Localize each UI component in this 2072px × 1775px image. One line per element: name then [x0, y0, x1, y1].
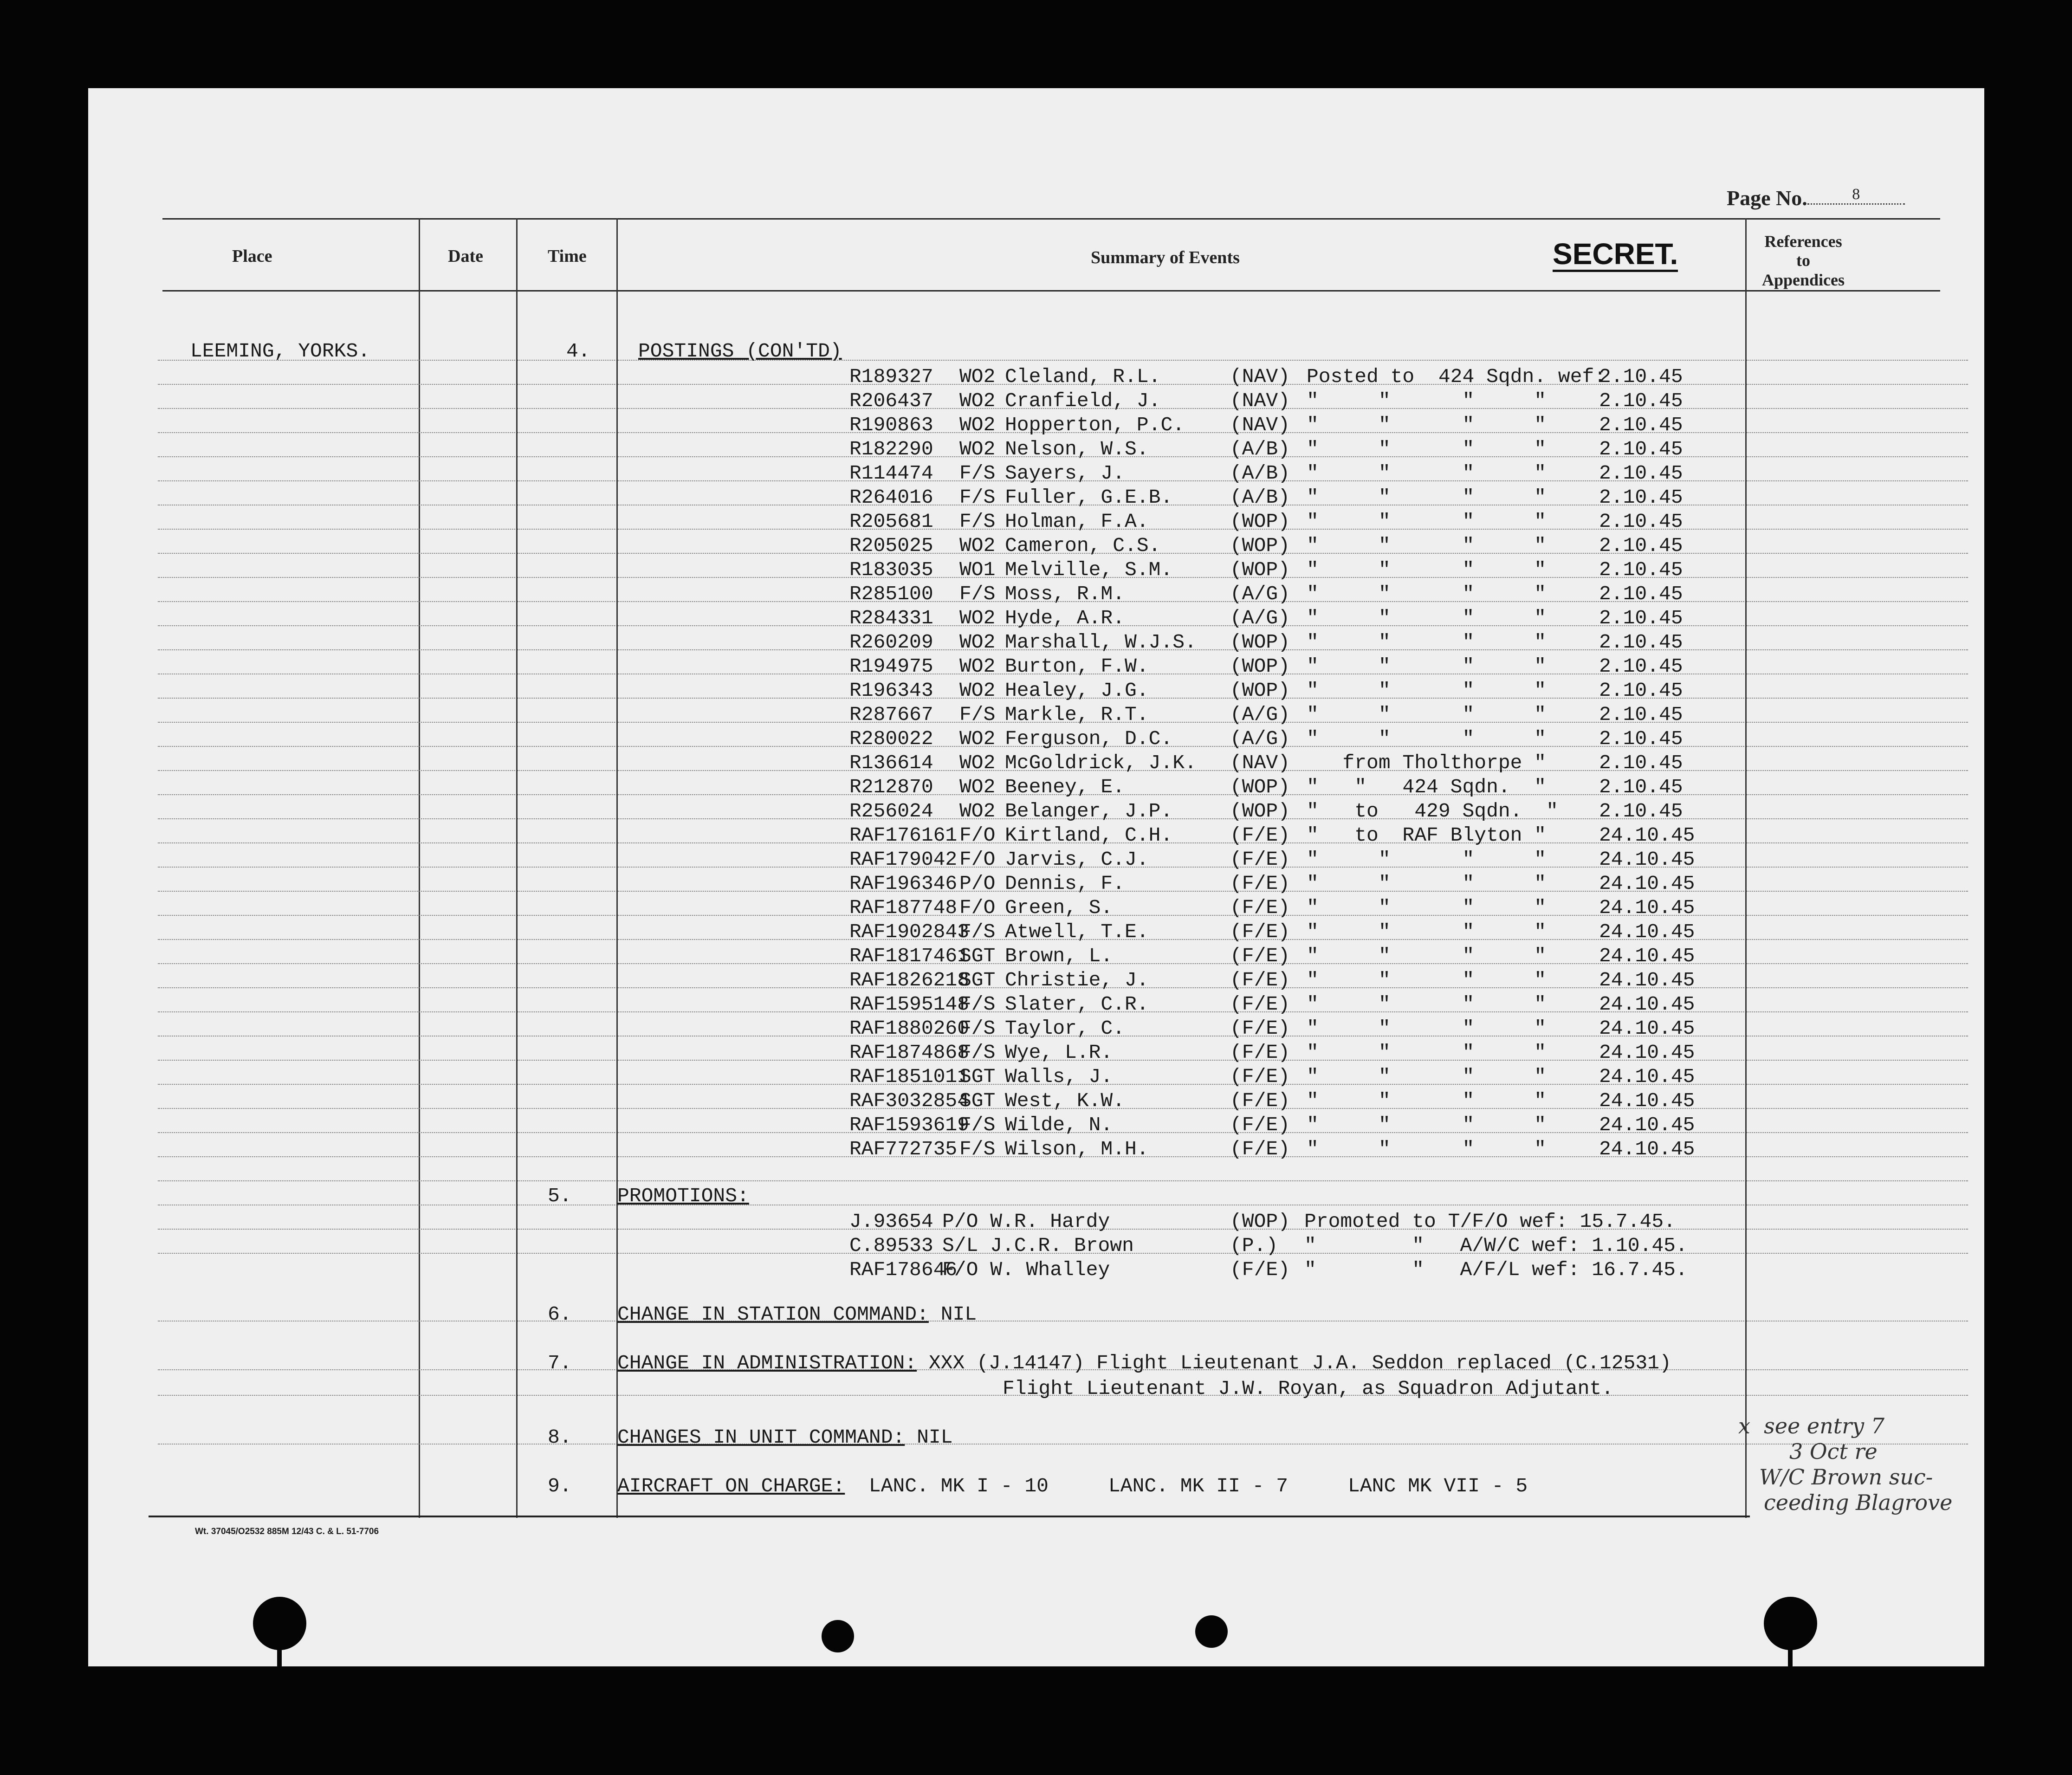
- posting-date: 2.10.45: [1599, 389, 1683, 412]
- posting-name: Kirtland, C.H.: [1005, 824, 1173, 847]
- posting-rank: F/O: [959, 824, 996, 847]
- section-number: 6.: [548, 1303, 572, 1326]
- punch-hole-center-right: [1195, 1615, 1228, 1648]
- posting-date: 24.10.45: [1599, 969, 1695, 991]
- posting-trade: (F/E): [1230, 969, 1290, 991]
- posting-num: R256024: [849, 800, 933, 823]
- posting-date: 24.10.45: [1599, 896, 1695, 919]
- posting-name: Christie, J.: [1005, 969, 1149, 991]
- ruled-line: [158, 1444, 1968, 1445]
- section-title-promotions: PROMOTIONS:: [617, 1185, 749, 1207]
- posting-date: 24.10.45: [1599, 920, 1695, 943]
- posting-name: Cleland, R.L.: [1005, 365, 1161, 388]
- posting-rank: WO2: [959, 414, 996, 436]
- posting-rank: WO2: [959, 727, 996, 750]
- posting-num: R189327: [849, 365, 933, 388]
- posting-action: " " " ": [1307, 727, 1547, 750]
- posting-num: R264016: [849, 486, 933, 509]
- posting-name: West, K.W.: [1005, 1089, 1125, 1112]
- posting-date: 24.10.45: [1599, 848, 1695, 871]
- section-8-text: NIL: [917, 1426, 953, 1449]
- posting-action: " " " ": [1307, 703, 1547, 726]
- posting-action: " " " ": [1307, 607, 1547, 629]
- posting-name: Burton, F.W.: [1005, 655, 1149, 678]
- section-title-unit-command: CHANGES IN UNIT COMMAND:: [617, 1426, 905, 1449]
- posting-trade: (WOP): [1230, 510, 1290, 533]
- section-7-text: XXX (J.14147) Flight Lieutenant J.A. Seddon replaced (C.12531): [928, 1352, 1671, 1374]
- posting-rank: P/O: [959, 872, 996, 895]
- posting-rank: WO2: [959, 751, 996, 774]
- posting-num: RAF1595148: [849, 993, 970, 1016]
- section-6-line: [617, 1304, 977, 1324]
- posting-date: 2.10.45: [1599, 607, 1683, 629]
- punch-hole-slot: [1788, 1639, 1793, 1671]
- posting-rank: SGT: [959, 969, 996, 991]
- posting-num: RAF3032854: [849, 1089, 970, 1112]
- date-time-divider: [516, 218, 518, 1518]
- ruled-line: [158, 360, 1968, 361]
- margin-note-line: x see entry 7: [1738, 1413, 1885, 1438]
- posting-name: Walls, J.: [1005, 1065, 1113, 1088]
- posting-action: " " " ": [1307, 993, 1547, 1016]
- posting-trade: (F/E): [1230, 824, 1290, 847]
- posting-date: 2.10.45: [1599, 631, 1683, 654]
- posting-action: " " " ": [1307, 1138, 1547, 1160]
- posting-action: " " " ": [1307, 583, 1547, 605]
- posting-date: 2.10.45: [1599, 365, 1683, 388]
- posting-date: 24.10.45: [1599, 993, 1695, 1016]
- posting-rank: WO2: [959, 365, 996, 388]
- promotion-name: P/O W.R. Hardy: [942, 1210, 1110, 1233]
- place-date-divider: [419, 218, 420, 1518]
- posting-name: Sayers, J.: [1005, 462, 1125, 485]
- secret-stamp: SECRET.: [1553, 239, 1678, 272]
- section-number: 8.: [548, 1426, 572, 1449]
- posting-num: R206437: [849, 389, 933, 412]
- posting-name: Moss, R.M.: [1005, 583, 1125, 605]
- posting-num: R285100: [849, 583, 933, 605]
- posting-action: " " " ": [1307, 558, 1547, 581]
- posting-trade: (NAV): [1230, 389, 1290, 412]
- posting-num: RAF1902843: [849, 920, 970, 943]
- posting-trade: (A/B): [1230, 462, 1290, 485]
- posting-num: RAF176161: [849, 824, 958, 847]
- posting-name: Cranfield, J.: [1005, 389, 1161, 412]
- promotion-num: J.93654: [849, 1210, 933, 1233]
- posting-num: RAF1874868: [849, 1041, 970, 1064]
- posting-action: " " " ": [1307, 462, 1547, 485]
- posting-rank: F/S: [959, 486, 996, 509]
- promotion-name: F/O W. Whalley: [942, 1258, 1110, 1281]
- posting-action: " " " ": [1307, 389, 1547, 412]
- posting-trade: (F/E): [1230, 1138, 1290, 1160]
- posting-date: 2.10.45: [1599, 751, 1683, 774]
- section-7-text-continued: Flight Lieutenant J.W. Royan, as Squadron Adjutant.: [1003, 1377, 1614, 1400]
- posting-action: " " " ": [1307, 631, 1547, 654]
- posting-name: Atwell, T.E.: [1005, 920, 1149, 943]
- posting-name: Green, S.: [1005, 896, 1113, 919]
- posting-rank: WO2: [959, 800, 996, 823]
- page-number: [1727, 186, 1905, 210]
- posting-date: 2.10.45: [1599, 462, 1683, 485]
- posting-action: " " " ": [1307, 1114, 1547, 1136]
- posting-date: 2.10.45: [1599, 438, 1683, 460]
- posting-action: " " " ": [1307, 848, 1547, 871]
- posting-num: R183035: [849, 558, 933, 581]
- posting-rank: F/S: [959, 1138, 996, 1160]
- posting-rank: WO2: [959, 679, 996, 702]
- posting-name: Markle, R.T.: [1005, 703, 1149, 726]
- section-number: 4.: [566, 340, 590, 363]
- punch-hole-slot: [277, 1639, 282, 1671]
- posting-date: 2.10.45: [1599, 486, 1683, 509]
- posting-name: Wilson, M.H.: [1005, 1138, 1149, 1160]
- posting-trade: (F/E): [1230, 920, 1290, 943]
- posting-trade: (WOP): [1230, 534, 1290, 557]
- posting-num: R287667: [849, 703, 933, 726]
- posting-action: " " " ": [1307, 969, 1547, 991]
- header-bottom-rule: [162, 290, 1940, 292]
- posting-rank: F/O: [959, 848, 996, 871]
- posting-trade: (NAV): [1230, 414, 1290, 436]
- margin-note-line: ceeding Blagrove: [1764, 1490, 1953, 1515]
- promotion-trade: (P.): [1230, 1234, 1278, 1257]
- posting-num: R196343: [849, 679, 933, 702]
- section-7-line: [617, 1353, 1671, 1373]
- posting-trade: (F/E): [1230, 848, 1290, 871]
- col-summary-header: Summary of Events: [1091, 248, 1240, 267]
- posting-name: McGoldrick, J.K.: [1005, 751, 1197, 774]
- posting-rank: F/S: [959, 510, 996, 533]
- posting-trade: (F/E): [1230, 993, 1290, 1016]
- posting-action: " " " ": [1307, 920, 1547, 943]
- place-entry: LEEMING, YORKS.: [190, 340, 370, 363]
- posting-date: 2.10.45: [1599, 558, 1683, 581]
- posting-date: 2.10.45: [1599, 510, 1683, 533]
- posting-rank: WO2: [959, 607, 996, 629]
- posting-name: Belanger, J.P.: [1005, 800, 1173, 823]
- posting-rank: F/S: [959, 583, 996, 605]
- posting-action: " " " ": [1307, 438, 1547, 460]
- section-8-line: [617, 1427, 953, 1447]
- posting-action: " " " ": [1307, 534, 1547, 557]
- posting-rank: SGT: [959, 1065, 996, 1088]
- promotion-num: C.89533: [849, 1234, 933, 1257]
- posting-num: R136614: [849, 751, 933, 774]
- posting-date: 24.10.45: [1599, 1017, 1695, 1040]
- posting-rank: F/S: [959, 920, 996, 943]
- posting-num: R205681: [849, 510, 933, 533]
- summary-references-divider: [1745, 218, 1747, 1518]
- posting-name: Brown, L.: [1005, 945, 1113, 967]
- posting-num: RAF196346: [849, 872, 958, 895]
- posting-rank: F/S: [959, 462, 996, 485]
- posting-num: RAF187748: [849, 896, 958, 919]
- ruled-line: [158, 1321, 1968, 1322]
- posting-num: R284331: [849, 607, 933, 629]
- promotion-name: S/L J.C.R. Brown: [942, 1234, 1134, 1257]
- posting-date: 2.10.45: [1599, 583, 1683, 605]
- posting-trade: (F/E): [1230, 1041, 1290, 1064]
- posting-name: Hyde, A.R.: [1005, 607, 1125, 629]
- posting-trade: (F/E): [1230, 1114, 1290, 1136]
- posting-rank: SGT: [959, 945, 996, 967]
- posting-trade: (F/E): [1230, 896, 1290, 919]
- col-place-header: Place: [232, 246, 272, 266]
- posting-name: Beeney, E.: [1005, 776, 1125, 798]
- posting-trade: (WOP): [1230, 631, 1290, 654]
- posting-num: RAF1851011: [849, 1065, 970, 1088]
- posting-action: " to 429 Sqdn. ": [1307, 800, 1558, 823]
- promotion-num: RAF178646: [849, 1258, 958, 1281]
- posting-num: RAF1826218: [849, 969, 970, 991]
- posting-trade: (A/G): [1230, 583, 1290, 605]
- section-6-text: NIL: [940, 1303, 977, 1326]
- posting-date: 2.10.45: [1599, 679, 1683, 702]
- page-label: Page No.: [1727, 186, 1807, 210]
- war-diary-sheet: [88, 88, 1984, 1666]
- posting-date: 24.10.45: [1599, 1089, 1695, 1112]
- posting-name: Taylor, C.: [1005, 1017, 1125, 1040]
- posting-trade: (F/E): [1230, 1065, 1290, 1088]
- posting-trade: (WOP): [1230, 655, 1290, 678]
- posting-date: 2.10.45: [1599, 800, 1683, 823]
- posting-date: 24.10.45: [1599, 945, 1695, 967]
- posting-action: " " " ": [1307, 1065, 1547, 1088]
- header-top-rule: [162, 218, 1940, 220]
- posting-name: Wilde, N.: [1005, 1114, 1113, 1136]
- posting-date: 2.10.45: [1599, 534, 1683, 557]
- posting-rank: WO2: [959, 655, 996, 678]
- posting-action: " " 424 Sqdn. ": [1307, 776, 1547, 798]
- print-code: Wt. 37045/O2532 885M 12/43 C. & L. 51-7706: [195, 1527, 379, 1536]
- posting-num: R260209: [849, 631, 933, 654]
- posting-trade: (WOP): [1230, 558, 1290, 581]
- posting-trade: (F/E): [1230, 1089, 1290, 1112]
- posting-rank: F/S: [959, 1041, 996, 1064]
- posting-trade: (F/E): [1230, 1017, 1290, 1040]
- posting-action: " " " ": [1307, 896, 1547, 919]
- posting-num: RAF772735: [849, 1138, 958, 1160]
- promotion-trade: (F/E): [1230, 1258, 1290, 1281]
- section-number: 5.: [548, 1185, 572, 1207]
- posting-date: 24.10.45: [1599, 872, 1695, 895]
- posting-name: Dennis, F.: [1005, 872, 1125, 895]
- section-title-station-command: CHANGE IN STATION COMMAND:: [617, 1303, 929, 1326]
- posting-num: RAF1880260: [849, 1017, 970, 1040]
- posting-name: Ferguson, D.C.: [1005, 727, 1173, 750]
- posting-num: RAF179042: [849, 848, 958, 871]
- posting-trade: (A/B): [1230, 438, 1290, 460]
- posting-trade: (WOP): [1230, 776, 1290, 798]
- posting-date: 24.10.45: [1599, 1065, 1695, 1088]
- posting-action: " " " ": [1307, 679, 1547, 702]
- posting-date: 2.10.45: [1599, 727, 1683, 750]
- posting-num: R212870: [849, 776, 933, 798]
- posting-date: 24.10.45: [1599, 1041, 1695, 1064]
- posting-trade: (A/G): [1230, 607, 1290, 629]
- posting-date: 2.10.45: [1599, 776, 1683, 798]
- bottom-rule: [149, 1516, 1750, 1517]
- posting-name: Slater, C.R.: [1005, 993, 1149, 1016]
- col-date-header: Date: [448, 246, 483, 266]
- section-title-administration: CHANGE IN ADMINISTRATION:: [617, 1352, 917, 1374]
- posting-action: " to RAF Blyton ": [1307, 824, 1547, 847]
- posting-rank: WO2: [959, 631, 996, 654]
- posting-name: Wye, L.R.: [1005, 1041, 1113, 1064]
- margin-note-line: W/C Brown suc-: [1759, 1464, 1933, 1490]
- posting-num: RAF1817461: [849, 945, 970, 967]
- col-time-header: Time: [548, 246, 587, 266]
- posting-name: Melville, S.M.: [1005, 558, 1173, 581]
- section-title-postings: POSTINGS (CON'TD): [638, 340, 842, 363]
- posting-trade: (WOP): [1230, 679, 1290, 702]
- posting-rank: F/S: [959, 1017, 996, 1040]
- posting-action: " " " ": [1307, 1089, 1547, 1112]
- posting-action: " " " ": [1307, 1041, 1547, 1064]
- section-9-line: [617, 1476, 1528, 1496]
- posting-rank: WO2: [959, 438, 996, 460]
- posting-rank: WO1: [959, 558, 996, 581]
- posting-rank: F/O: [959, 896, 996, 919]
- posting-trade: (WOP): [1230, 800, 1290, 823]
- posting-action: " " " ": [1307, 414, 1547, 436]
- posting-name: Holman, F.A.: [1005, 510, 1149, 533]
- posting-name: Marshall, W.J.S.: [1005, 631, 1197, 654]
- posting-rank: F/S: [959, 993, 996, 1016]
- posting-action: from Tholthorpe ": [1307, 751, 1547, 774]
- promotion-text: " " A/W/C wef: 1.10.45.: [1304, 1234, 1688, 1257]
- posting-date: 2.10.45: [1599, 414, 1683, 436]
- posting-date: 2.10.45: [1599, 655, 1683, 678]
- posting-name: Jarvis, C.J.: [1005, 848, 1149, 871]
- posting-trade: (F/E): [1230, 945, 1290, 967]
- posting-num: RAF1593619: [849, 1114, 970, 1136]
- posting-name: Fuller, G.E.B.: [1005, 486, 1173, 509]
- posting-num: R190863: [849, 414, 933, 436]
- section-number: 7.: [548, 1352, 572, 1374]
- posting-trade: (A/B): [1230, 486, 1290, 509]
- posting-action: " " " ": [1307, 510, 1547, 533]
- posting-trade: (A/G): [1230, 703, 1290, 726]
- posting-name: Nelson, W.S.: [1005, 438, 1149, 460]
- posting-num: R182290: [849, 438, 933, 460]
- posting-action: " " " ": [1307, 1017, 1547, 1040]
- punch-hole-center-left: [822, 1620, 854, 1652]
- posting-rank: WO2: [959, 389, 996, 412]
- posting-num: R280022: [849, 727, 933, 750]
- section-9-text: LANC. MK I - 10 LANC. MK II - 7 LANC MK VII - 5: [868, 1475, 1528, 1497]
- posting-rank: WO2: [959, 534, 996, 557]
- ruled-line: [158, 1180, 1968, 1181]
- posting-date: 2.10.45: [1599, 703, 1683, 726]
- margin-note-line: 3 Oct re: [1789, 1439, 1878, 1464]
- posting-trade: (F/E): [1230, 872, 1290, 895]
- posting-action: " " " ": [1307, 486, 1547, 509]
- posting-rank: SGT: [959, 1089, 996, 1112]
- posting-name: Healey, J.G.: [1005, 679, 1149, 702]
- posting-action: " " " ": [1307, 945, 1547, 967]
- posting-date: 24.10.45: [1599, 1114, 1695, 1136]
- posting-action: Posted to 424 Sqdn. wef:: [1307, 365, 1606, 388]
- posting-date: 24.10.45: [1599, 824, 1695, 847]
- posting-rank: F/S: [959, 703, 996, 726]
- posting-trade: (NAV): [1230, 365, 1290, 388]
- promotion-text: Promoted to T/F/O wef: 15.7.45.: [1304, 1210, 1676, 1233]
- posting-date: 24.10.45: [1599, 1138, 1695, 1160]
- posting-name: Hopperton, P.C.: [1005, 414, 1185, 436]
- posting-action: " " " ": [1307, 872, 1547, 895]
- col-references-header: References to Appendices: [1761, 232, 1845, 289]
- posting-trade: (A/G): [1230, 727, 1290, 750]
- posting-num: R114474: [849, 462, 933, 485]
- section-title-aircraft: AIRCRAFT ON CHARGE:: [617, 1475, 845, 1497]
- posting-rank: F/S: [959, 1114, 996, 1136]
- posting-action: " " " ": [1307, 655, 1547, 678]
- posting-num: R205025: [849, 534, 933, 557]
- section-number: 9.: [548, 1475, 572, 1497]
- promotion-text: " " A/F/L wef: 16.7.45.: [1304, 1258, 1688, 1281]
- posting-name: Cameron, C.S.: [1005, 534, 1161, 557]
- posting-trade: (NAV): [1230, 751, 1290, 774]
- posting-num: R194975: [849, 655, 933, 678]
- posting-rank: WO2: [959, 776, 996, 798]
- promotion-trade: (WOP): [1230, 1210, 1290, 1233]
- page-number-value: 8: [1807, 186, 1905, 205]
